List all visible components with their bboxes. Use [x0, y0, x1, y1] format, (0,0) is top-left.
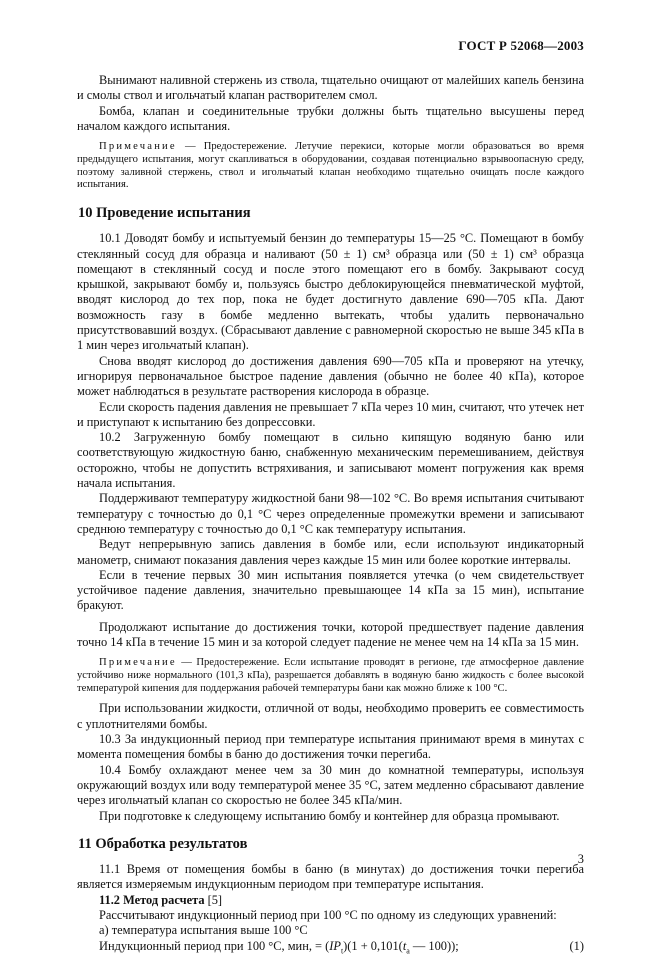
equation-ip-subscript: t — [340, 946, 344, 955]
equation-t-subscript: a — [406, 946, 410, 955]
equation-t: t — [402, 938, 407, 953]
paragraph: 10.4 Бомбу охлаждают менее чем за 30 мин до комнатной температуры, используя окружающий воздух или воду температурой менее 35 °С, затем медленно сбрасывают давление через игольчатый клапан со скоростью не более 345 кПа/мин. — [77, 762, 584, 808]
note-label: Примечание — [99, 657, 177, 669]
paragraph: 11.1 Время от помещения бомбы в баню (в минутах) до достижения точки перегиба является измеряемым индукционным периодом при температуре испытания. — [77, 862, 584, 892]
note-text: — Предостережение. Летучие перекиси, которые могли образоваться во время предыдущего испытания, могут скапливаться в оборудовании, создавая потенциально взрывоопасную среду, поэтому заливной стержень, ствол и игольчатый клапан необходимо тщательно очищать после каждого испытания. — [77, 141, 584, 191]
equation-line — [77, 939, 584, 954]
paragraph: Снова вводят кислород до достижения давления 690—705 кПа и проверяют на утечку, игнорируя первоначальное быстрое падение давления (обычно не более 40 кПа), которое может наблюдаться в результате растворения кислорода в образце. — [77, 353, 584, 399]
paragraph: При использовании жидкости, отличной от воды, необходимо проверить ее совместимость с уплотнителями бомбы. — [77, 701, 584, 731]
method-heading — [77, 893, 584, 908]
note-paragraph — [77, 141, 584, 192]
page-content — [77, 73, 584, 954]
equation-ip: IP — [329, 938, 341, 953]
method-title: 11.2 Метод расчета — [99, 892, 205, 907]
list-item: а) температура испытания выше 100 °С — [99, 923, 308, 938]
section-heading: 10 Проведение испытания — [78, 205, 251, 221]
paragraph: Если скорость падения давления не превышает 7 кПа через 10 мин, считают, что утечек нет и приступают к испытанию без допрессовки. — [77, 399, 584, 429]
paragraph: Если в течение первых 30 мин испытания появляется утечка (о чем свидетельствует устойчивое падение давления, значительно превышающее 14 кПа за 15 мин), испытание бракуют. — [77, 567, 584, 613]
note-paragraph — [77, 657, 584, 695]
paragraph: При подготовке к следующему испытанию бомбу и контейнер для образца промывают. — [99, 808, 560, 823]
standard-code-header: ГОСТ Р 52068—2003 — [458, 38, 584, 53]
paragraph: Продолжают испытание до достижения точки, которой предшествует падение давления точно 14 кПа в течение 15 мин и за которой следует падение не менее чем на 14 кПа за 15 мин. — [77, 619, 584, 650]
equation-prefix: Индукционный период при 100 °С, мин, = ( — [99, 938, 330, 953]
section-heading: 11 Обработка результатов — [78, 835, 248, 852]
equation-middle: )(1 + 0,101( — [343, 938, 403, 953]
page-number: 3 — [577, 852, 584, 866]
note-label: Примечание — [99, 141, 177, 153]
paragraph: 10.2 Загруженную бомбу помещают в сильно кипящую водяную баню или соответствующую жидкостную баню, снабженную механическим перемешиванием, действуя осторожно, чтобы не допустить встряхивания, и записывают момент погружения как время начала испытания. — [77, 430, 584, 491]
paragraph: Рассчитывают индукционный период при 100 °С по одному из следующих уравнений: — [99, 907, 557, 922]
paragraph: Ведут непрерывную запись давления в бомбе или, если используют индикаторный манометр, снимают показания давления через каждые 15 мин или более короткие интервалы. — [77, 537, 584, 567]
equation-end: — 100)); — [409, 938, 459, 953]
paragraph: Поддерживают температуру жидкостной бани 98—102 °С. Во время испытания считывают температуру с точностью до 0,1 °С через определенные промежутки времени и записывают среднюю температуру с точностью до 0,1 °С как температуру испытания. — [77, 491, 584, 536]
note-text: — Предостережение. Если испытание проводят в регионе, где атмосферное давление устойчиво ниже нормального (101,3 кПа), разрешается добавлять в водяную баню жидкость с более высокой температурой кипения для поддержания рабочей температуры бани как можно ближе к 100 °С. — [77, 657, 584, 694]
paragraph: 10.1 Доводят бомбу и испытуемый бензин до температуры 15—25 °С. Помещают в бомбу стеклянный сосуд для образца и наливают (50 ± 1) см³ образца или (50 ± 1) см³ образца помещают в стеклянный сосуд и после этого помещают его в бомбу. Закрывают сосуд крышкой, закрывают бомбу и, пользуясь быстро деблокирующейся пневматической муфтой, вводят кислород до тех пор, пока не будет достигнуто давление 690—705 кПа. Дают возможность газу в бомбе медленно вытекать, чтобы удалить первоначально присутствовавший воздух. (Сбрасывают давление с равномерной скоростью не выше 345 кПа в 1 мин через игольчатый клапан). — [77, 231, 584, 353]
paragraph: 10.3 За индукционный период при температуре испытания принимают время в минутах с момента помещения бомбы в баню до достижения точки перегиба. — [77, 732, 584, 762]
paragraph: Вынимают наливной стержень из ствола, тщательно очищают от малейших капель бензина и смолы ствол и игольчатый клапан растворителем смол. — [77, 73, 584, 103]
method-reference: [5] — [204, 892, 223, 907]
equation-number: (1) — [569, 938, 584, 953]
paragraph: Бомба, клапан и соединительные трубки должны быть тщательно высушены перед началом каждого испытания. — [77, 103, 584, 133]
